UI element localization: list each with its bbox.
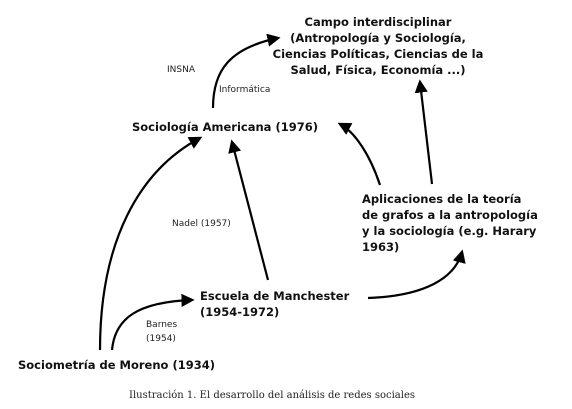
figure-caption: Ilustración 1. El desarrollo del análisis de redes sociales	[129, 390, 415, 401]
node-campo-interdisciplinar	[273, 15, 484, 77]
campo-line-3: Ciencias Políticas, Ciencias de la	[272, 47, 484, 61]
aplicaciones-line-4: 1963)	[362, 240, 400, 254]
campo-line-1: Campo interdisciplinar	[304, 15, 452, 29]
arrow-escuela-to-sociologia	[232, 142, 268, 280]
label-barnes: Barnes	[146, 320, 178, 330]
label-barnes-year: (1954)	[146, 334, 176, 344]
node-aplicaciones	[362, 192, 538, 254]
escuela-line-2: (1954-1972)	[200, 305, 280, 319]
aplicaciones-line-3: y la sociología (e.g. Harary	[362, 224, 537, 238]
arrow-escuela-to-aplicaciones	[368, 252, 462, 298]
campo-line-4: Salud, Física, Economía ...)	[290, 63, 466, 77]
campo-line-2: (Antropología y Sociología,	[290, 31, 466, 45]
label-informatica: Informática	[219, 85, 271, 95]
escuela-line-1: Escuela de Manchester	[200, 289, 350, 303]
label-insna: INSNA	[167, 65, 195, 75]
arrow-sociologia-to-campo	[213, 38, 278, 108]
arrow-sociometria-to-sociologia	[100, 138, 200, 350]
aplicaciones-line-1: Aplicaciones de la teoría	[362, 192, 522, 206]
label-nadel: Nadel (1957)	[172, 219, 231, 229]
node-sociologia-americana: Sociología Americana (1976)	[132, 120, 318, 134]
node-sociometria-moreno: Sociometría de Moreno (1934)	[18, 358, 215, 372]
aplicaciones-line-2: de grafos a la antropología	[362, 208, 538, 222]
arrow-aplicaciones-to-sociologia	[340, 124, 380, 185]
arrow-aplicaciones-to-campo	[420, 82, 432, 184]
node-escuela-manchester	[200, 289, 350, 319]
